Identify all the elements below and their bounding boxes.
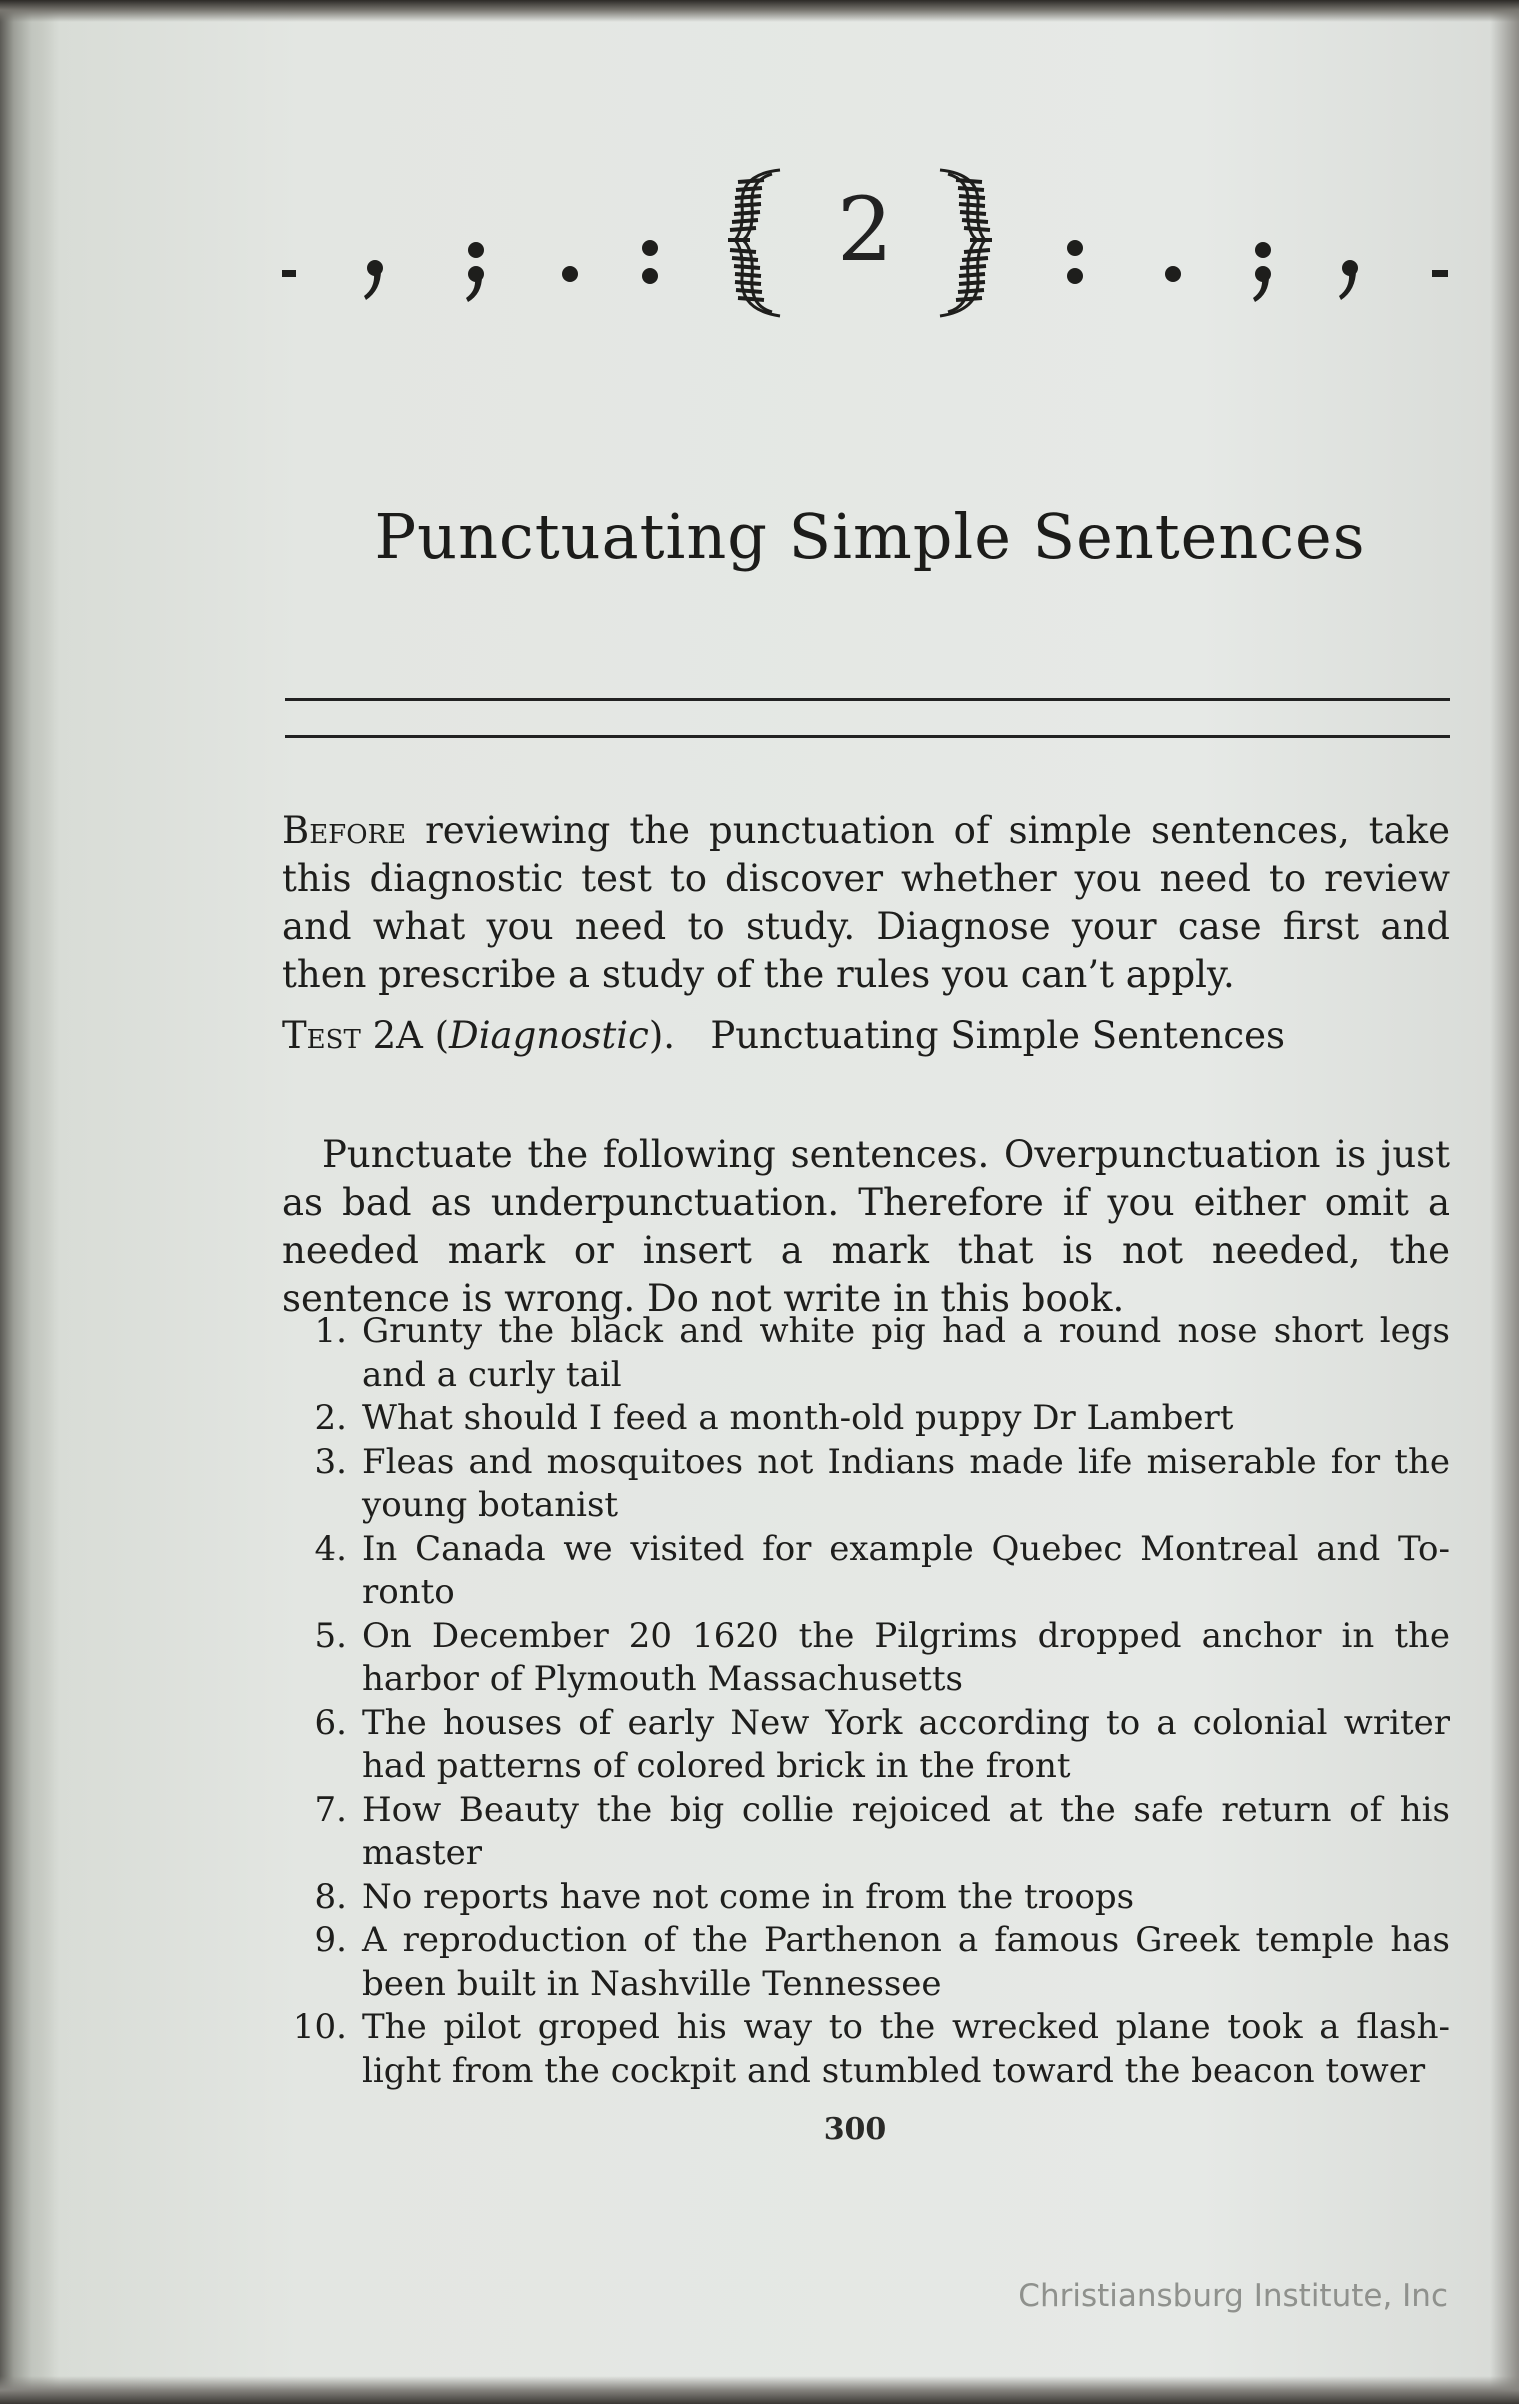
item-number: 1. [314,1311,347,1351]
list-item [282,1441,1450,1528]
test-title: Punctuating Simple Sentences [710,1014,1286,1057]
item-number: 8. [314,1876,347,1917]
item-number: 9. [314,1920,347,1960]
item-text: On December 20 1620 the Pilgrims dropped anchor in the harbor of Plymouth Massachusetts [362,1615,1450,1699]
item-text: Fleas and mosquitoes not Indians made life miserable for the young botanist [362,1441,1450,1525]
watermark: Christiansburg Institute, Inc [1018,2278,1448,2314]
divider-rule-bottom [285,735,1450,738]
list-item [282,1528,1450,1615]
chapter-title: Punctuating Simple Sentences [374,500,1366,573]
item-number: 7. [314,1789,347,1830]
item-text: The houses of early New York according to a colonial writer had patterns of colored brick in the front [362,1702,1450,1786]
list-item [282,1919,1450,2006]
test-label: Test 2A [282,1014,423,1057]
list-item [282,2006,1450,2093]
intro-text: reviewing the punctuation of simple sentences, take this diagnostic test to discover whether you need to review and what you need to study. Diagnose your case first and then prescribe a study of the rules you can’t apply. [282,809,1450,996]
divider-rule-top [285,698,1450,701]
list-item [282,1397,1450,1441]
item-number: 2. [314,1398,347,1438]
item-text: A reproduction of the Parthenon a famous Greek temple has been built in Nashville Tennessee [362,1920,1450,2004]
item-text: How Beauty the big collie rejoiced at the safe return of his master [362,1789,1450,1873]
page-number: 300 [823,2112,887,2147]
list-item [282,1789,1450,1876]
intro-lead: Before [282,809,407,852]
list-item [282,1310,1450,1397]
item-number: 6. [314,1702,347,1743]
item-number: 10. [292,2007,347,2047]
item-number: 3. [314,1441,347,1482]
list-item [282,1876,1450,1920]
intro-paragraph [282,807,1450,999]
instructions-paragraph: Punctuate the following sentences. Overpunctuation is just as bad as underpunctuation. Therefore if you either omit a needed mark or insert a mark that is not needed, the sentence is wrong. Do not write in this book. [282,1133,1450,1320]
item-text: What should I feed a month-old puppy Dr Lambert [362,1398,1234,1438]
test-qualifier: (Diagnostic). [434,1014,676,1057]
list-item [282,1702,1450,1789]
chapter-number: 2 [837,178,893,281]
test-heading [282,1012,1450,1060]
item-text: The pilot groped his way to the wrecked plane took a flash-light from the cockpit and stumbled toward the beacon tower [362,2007,1450,2091]
exercise-list [282,1310,1450,2093]
item-text: No reports have not come in from the troops [362,1876,1135,1917]
list-item [282,1615,1450,1702]
item-number: 5. [314,1615,347,1656]
item-text: Grunty the black and white pig had a round nose short legs and a curly tail [362,1311,1450,1395]
item-text: In Canada we visited for example Quebec Montreal and To-ronto [362,1528,1450,1612]
item-number: 4. [314,1528,347,1569]
